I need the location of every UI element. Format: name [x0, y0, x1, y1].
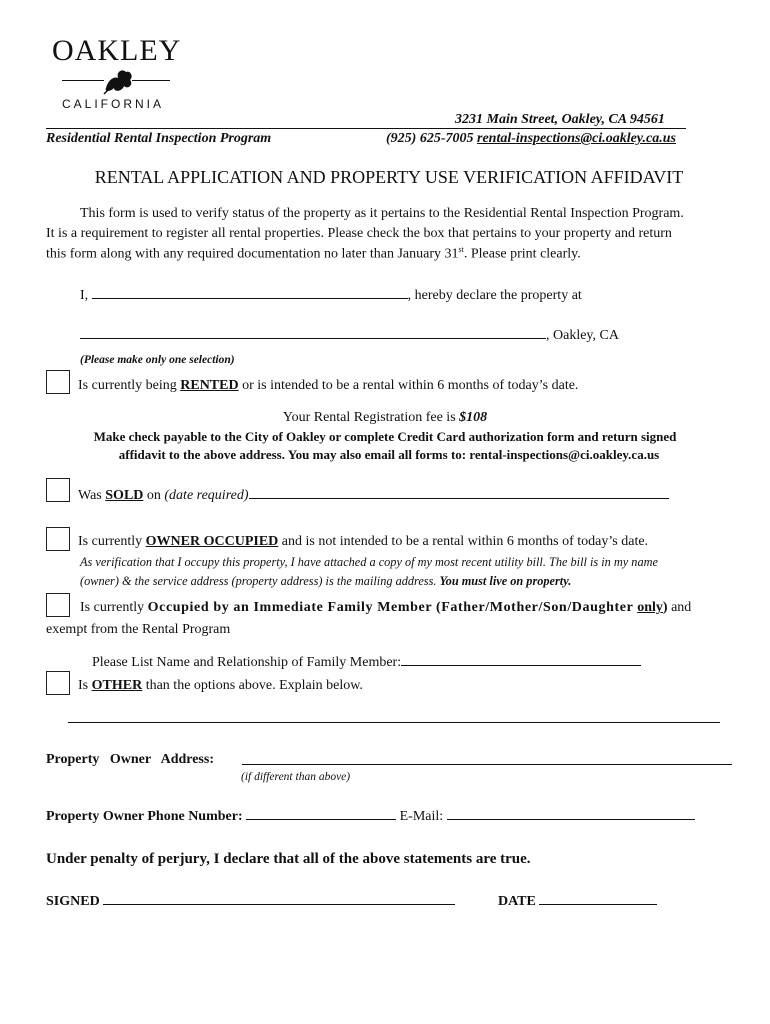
- owner-verification-2: (owner) & the service address (property address) is the mailing address. You must live on property.: [80, 574, 572, 588]
- logo-name: OAKLEY: [52, 34, 182, 67]
- date-line: DATE: [498, 891, 657, 910]
- rented-checkbox[interactable]: [46, 370, 70, 394]
- header-phone: (925) 625-7005: [386, 131, 474, 146]
- header-address: 3231 Main Street, Oakley, CA 94561: [455, 112, 665, 127]
- fee-instructions-2: affidavit to the above address. You may also email all forms to: rental-inspections@ci.oakley.ca.us: [118, 447, 660, 462]
- owner-occupied-checkbox[interactable]: [46, 527, 70, 551]
- owner-address-field[interactable]: [242, 764, 732, 765]
- logo-rule-right: [132, 80, 170, 81]
- selection-note: (Please make only one selection): [80, 354, 235, 366]
- oakley-logo: [48, 34, 182, 116]
- header-email-link[interactable]: rental-inspections@ci.oakley.ca.us: [477, 131, 676, 146]
- signature-field[interactable]: [103, 891, 455, 905]
- owner-email-field[interactable]: [447, 806, 695, 820]
- owner-address-label: Property Owner Address:: [46, 752, 214, 767]
- perjury-statement: Under penalty of perjury, I declare that all of the above statements are true.: [46, 851, 531, 867]
- rented-label: Is currently being RENTED or is intended to be a rental within 6 months of today’s date.: [78, 378, 579, 393]
- fee-amount: $108: [459, 410, 488, 425]
- owner-occupied-label: Is currently OWNER OCCUPIED and is not intended to be a rental within 6 months of today’s date.: [78, 534, 649, 549]
- sold-date-field[interactable]: [249, 485, 669, 499]
- other-checkbox[interactable]: [46, 671, 70, 695]
- declarant-name-field[interactable]: [92, 285, 408, 299]
- owner-phone-field[interactable]: [246, 806, 396, 820]
- family-member-label: Is currently Occupied by an Immediate Family Member (Father/Mother/Son/Daughter only) and: [80, 600, 692, 615]
- property-line: , Oakley, CA: [80, 325, 619, 344]
- owner-verification-1: As verification that I occupy this property, I have attached a copy of my most recent utility bill. The bill is in my name: [80, 555, 658, 569]
- fee-line: Your Rental Registration fee is $108: [282, 410, 488, 425]
- fee-instructions-1: Make check payable to the City of Oakley or complete Credit Card authorization form and return signed: [93, 429, 677, 444]
- program-name: Residential Rental Inspection Program: [46, 131, 272, 146]
- other-explain-field[interactable]: [68, 722, 720, 723]
- date-field[interactable]: [539, 891, 657, 905]
- family-member-checkbox[interactable]: [46, 593, 70, 617]
- owner-address-note: (if different than above): [241, 771, 351, 783]
- declare-line: I, , hereby declare the property at: [80, 285, 582, 304]
- intro-line-3: this form along with any required documentation no later than January 31st. Please print clearly.: [46, 245, 581, 262]
- sold-checkbox[interactable]: [46, 478, 70, 502]
- logo-rule-left: [62, 80, 104, 81]
- logo-state: CALIFORNIA: [62, 97, 165, 111]
- intro-line-1: This form is used to verify status of the property as it pertains to the Residential Rental Inspection Program.: [80, 206, 684, 221]
- property-address-field[interactable]: [80, 325, 546, 339]
- family-member-label-2: exempt from the Rental Program: [46, 622, 231, 637]
- family-list-line: Please List Name and Relationship of Family Member:: [92, 652, 641, 671]
- header-contact: [386, 131, 676, 147]
- intro-line-2: It is a requirement to register all rental properties. Please check the box that pertains to your property and return: [46, 226, 672, 241]
- oak-leaf-icon: [100, 66, 136, 96]
- other-label: Is OTHER than the options above. Explain below.: [78, 678, 363, 693]
- family-member-field[interactable]: [401, 652, 641, 666]
- sold-label: Was SOLD on (date required): [78, 485, 669, 504]
- header-rule: [46, 128, 686, 129]
- signature-line: SIGNED: [46, 891, 455, 910]
- page-title: RENTAL APPLICATION AND PROPERTY USE VERIFICATION AFFIDAVIT: [94, 167, 684, 187]
- owner-phone-line: Property Owner Phone Number: E-Mail:: [46, 806, 695, 825]
